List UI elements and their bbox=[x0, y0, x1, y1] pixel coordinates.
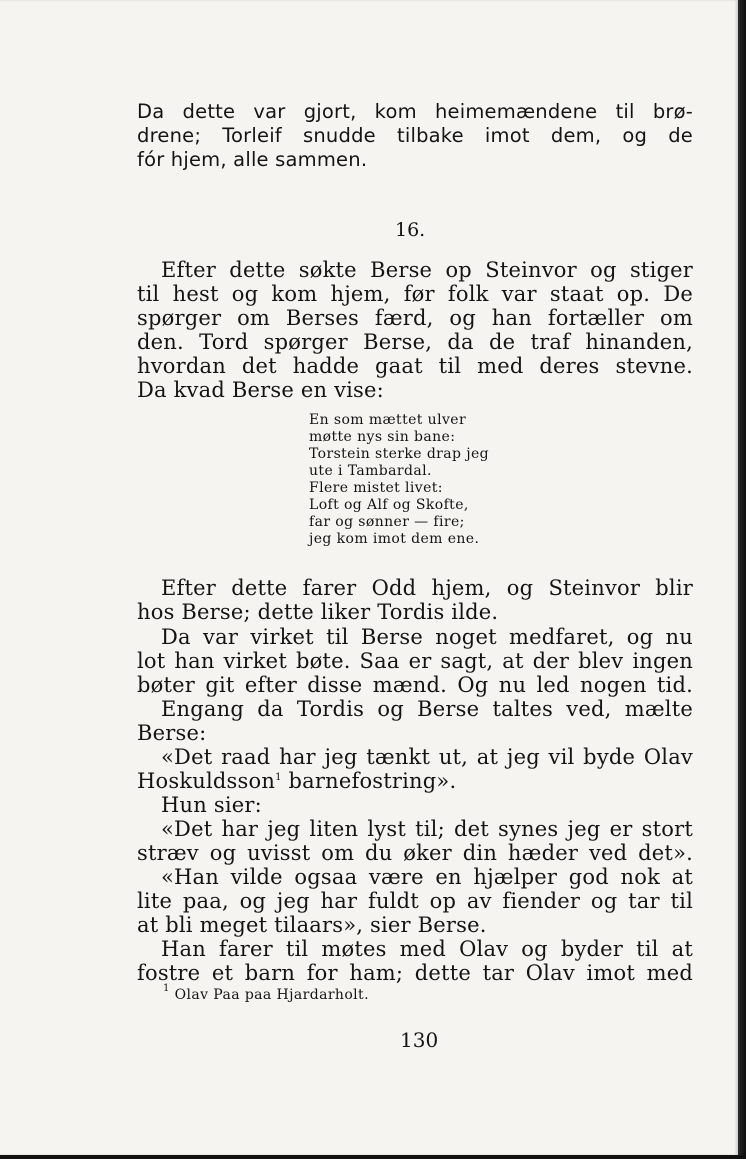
text-line: Da kvad Berse en vise: bbox=[137, 378, 384, 402]
poem-line: jeg kom imot dem ene. bbox=[309, 531, 480, 547]
text-line: Efter dette farer Odd hjem, og Steinvor blir bbox=[161, 576, 693, 600]
footnote-marker: 1 bbox=[275, 772, 282, 783]
text-segment: barnefostring». bbox=[281, 769, 457, 793]
text-line: at bli meget tilaars», sier Berse. bbox=[137, 913, 487, 937]
text-line: «Det raad har jeg tænkt ut, at jeg vil byde Olav bbox=[161, 745, 693, 769]
footnote-text: Olav Paa paa Hjardarholt. bbox=[174, 987, 369, 1003]
text-line: fostre et barn for ham; dette tar Olav imot med bbox=[137, 961, 693, 985]
text-line: hos Berse; dette liker Tordis ilde. bbox=[137, 600, 499, 624]
text-line: Engang da Tordis og Berse taltes ved, mælte bbox=[161, 697, 693, 721]
text-segment: Hoskuldsson bbox=[137, 769, 276, 793]
text-line: bøter git efter disse mænd. Og nu led nogen tid. bbox=[137, 673, 693, 697]
text-line: Da var virket til Berse noget medfaret, og nu bbox=[161, 625, 693, 649]
chapter-number: 16. bbox=[395, 219, 426, 241]
poem-line: En som mættet ulver bbox=[309, 412, 467, 428]
text-line: stræv og uvisst om du øker din hæder ved det». bbox=[137, 841, 693, 865]
text-line: spørger om Berses færd, og han fortæller om bbox=[137, 306, 693, 330]
text-line: Efter dette søkte Berse op Steinvor og stiger bbox=[161, 258, 693, 282]
text-line: «Han vilde ogsaa være en hjælper god nok at bbox=[161, 865, 693, 889]
text-line bbox=[137, 769, 693, 793]
poem-line: Torstein sterke drap jeg bbox=[309, 446, 490, 462]
text-line: fór hjem, alle sammen. bbox=[137, 148, 368, 171]
poem-line: Loft og Alf og Skofte, bbox=[309, 497, 469, 513]
footnote-marker: 1 bbox=[163, 983, 170, 994]
poem-line: møtte nys sin bane: bbox=[309, 429, 456, 445]
page-edge-shadow bbox=[738, 0, 746, 1159]
poem-line: ute i Tambardal. bbox=[309, 463, 432, 479]
text-line: Hun sier: bbox=[161, 793, 262, 817]
footnote bbox=[163, 983, 369, 1004]
text-line: «Det har jeg liten lyst til; det synes jeg er stort bbox=[161, 817, 693, 841]
poem-line: Flere mistet livet: bbox=[309, 480, 443, 496]
text-line: til hest og kom hjem, før folk var staat op. De bbox=[137, 282, 693, 306]
page-number: 130 bbox=[400, 1028, 439, 1052]
text-line: lot han virket bøte. Saa er sagt, at der blev ingen bbox=[137, 649, 693, 673]
poem-line: far og sønner — fire; bbox=[309, 514, 465, 530]
text-line: hvordan det hadde gaat til med deres stevne. bbox=[137, 354, 693, 378]
text-line: Berse: bbox=[137, 721, 207, 745]
text-line: Han farer til møtes med Olav og byder til at bbox=[161, 937, 693, 961]
text-line: drene; Torleif snudde tilbake imot dem, og de bbox=[137, 124, 693, 147]
text-line: lite paa, og jeg har fuldt op av fiender og tar til bbox=[137, 889, 693, 913]
text-line: Da dette var gjort, kom heimemændene til brø- bbox=[137, 100, 693, 123]
page-edge-shadow bbox=[0, 1155, 746, 1159]
text-line: den. Tord spørger Berse, da de traf hinanden, bbox=[137, 330, 693, 354]
